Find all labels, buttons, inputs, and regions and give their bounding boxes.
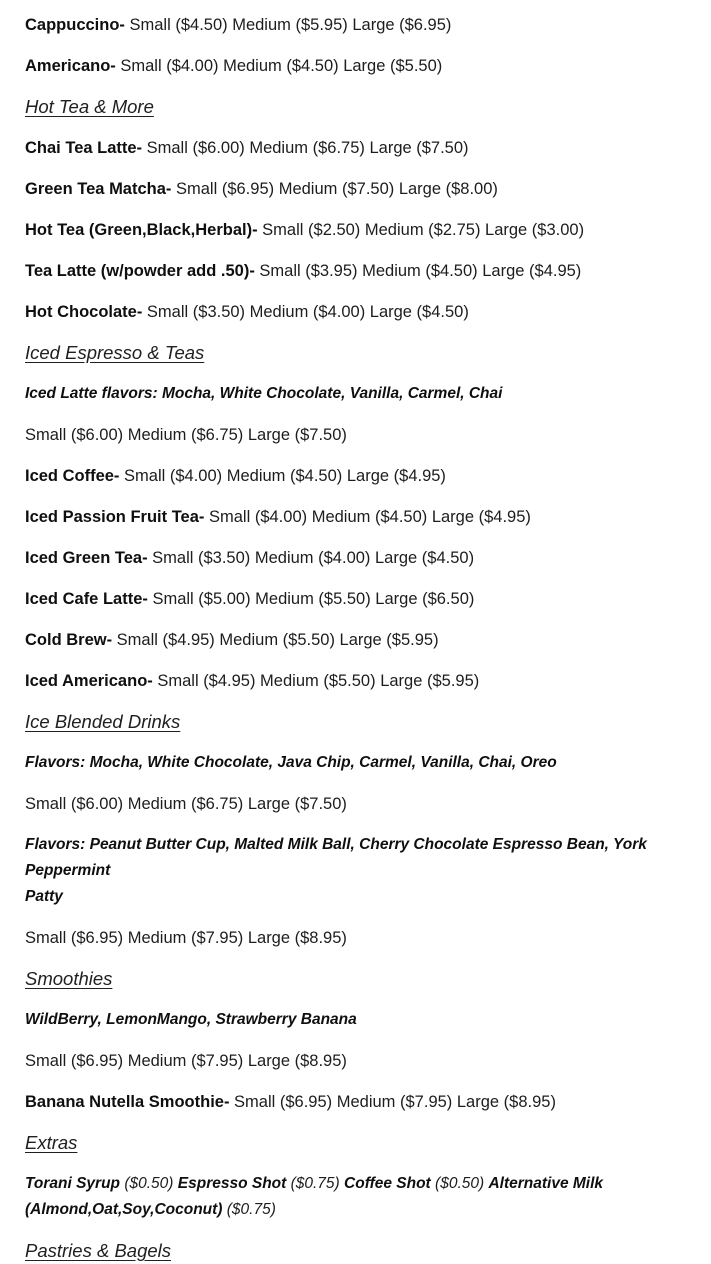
item-detail-text: Small ($4.95) Medium ($5.50) Large ($5.95): [112, 631, 439, 649]
flavor-list-line: [25, 750, 687, 776]
menu-item-line: [25, 217, 687, 243]
item-name-text: Hot Chocolate-: [25, 303, 143, 321]
item-detail-text: Small ($3.50) Medium ($4.00) Large ($4.50): [142, 303, 469, 321]
menu-item-line: [25, 12, 687, 38]
item-detail-text: Small ($4.00) Medium ($4.50) Large ($5.50): [115, 57, 443, 75]
item-detail-text: Small ($3.95) Medium ($4.50) Large ($4.95): [254, 262, 582, 280]
item-name-text: Iced Cafe Latte-: [25, 590, 148, 608]
extras-line: [25, 1171, 687, 1223]
section-heading: [25, 94, 687, 120]
item-detail-text: Hot Tea & More: [25, 96, 154, 117]
item-detail-text: Small ($4.50) Medium ($5.95) Large ($6.95): [124, 16, 452, 34]
item-detail-text: Small ($3.50) Medium ($4.00) Large ($4.50): [147, 549, 475, 567]
item-name-text: Banana Nutella Smoothie-: [25, 1093, 230, 1111]
item-detail-text: Small ($5.00) Medium ($5.50) Large ($6.50): [147, 590, 475, 608]
item-name-text: Iced Coffee-: [25, 467, 120, 485]
section-heading: [25, 709, 687, 735]
item-detail-text: Small ($6.95) Medium ($7.50) Large ($8.00): [171, 180, 498, 198]
item-detail-text: Extras: [25, 1132, 78, 1153]
menu-item-line: [25, 258, 687, 284]
item-detail-text: ($0.75): [286, 1175, 345, 1192]
item-name-text: Green Tea Matcha-: [25, 180, 172, 198]
item-name-text: Coffee Shot: [344, 1175, 431, 1192]
menu-item-line: [25, 545, 687, 571]
item-detail-text: Smoothies: [25, 968, 113, 989]
item-name-text: Iced Latte flavors: Mocha, White Chocolate, Vanilla, Carmel, Chai: [25, 385, 503, 402]
price-line: [25, 1048, 687, 1074]
item-detail-text: Small ($6.00) Medium ($6.75) Large ($7.50): [25, 426, 347, 444]
item-name-text: Iced Green Tea-: [25, 549, 148, 567]
flavor-list-line: [25, 832, 687, 910]
item-name-text: Flavors: Peanut Butter Cup, Malted Milk Ball, Cherry Chocolate Espresso Bean, York Peppermint: [25, 836, 647, 879]
menu-item-line: [25, 176, 687, 202]
price-line: [25, 925, 687, 951]
menu-item-line: [25, 1089, 687, 1115]
menu-item-line: [25, 135, 687, 161]
item-detail-text: Small ($6.95) Medium ($7.95) Large ($8.95): [25, 1052, 347, 1070]
item-name-text: Tea Latte (w/powder add .50)-: [25, 262, 255, 280]
item-name-text: Flavors: Mocha, White Chocolate, Java Chip, Carmel, Vanilla, Chai, Oreo: [25, 754, 557, 771]
item-name-text: Cappuccino-: [25, 16, 125, 34]
item-detail-text: Small ($4.95) Medium ($5.50) Large ($5.95): [152, 672, 480, 690]
item-name-text: Iced Passion Fruit Tea-: [25, 508, 205, 526]
item-detail-text: Small ($4.00) Medium ($4.50) Large ($4.95): [204, 508, 531, 526]
item-detail-text: Small ($6.00) Medium ($6.75) Large ($7.50): [25, 795, 347, 813]
menu-content: [25, 12, 687, 1264]
section-heading: [25, 340, 687, 366]
menu-item-line: [25, 53, 687, 79]
item-detail-text: Small ($4.00) Medium ($4.50) Large ($4.95): [119, 467, 446, 485]
flavor-list-line: [25, 1007, 687, 1033]
item-detail-text: Pastries & Bagels: [25, 1240, 172, 1261]
price-line: [25, 422, 687, 448]
item-detail-text: Small ($6.00) Medium ($6.75) Large ($7.50): [142, 139, 469, 157]
menu-item-line: [25, 299, 687, 325]
item-detail-text: Small ($6.95) Medium ($7.95) Large ($8.95): [25, 929, 347, 947]
item-name-text: Hot Tea (Green,Black,Herbal)-: [25, 221, 258, 239]
item-name-text: (Almond,Oat,Soy,Coconut): [25, 1201, 223, 1218]
item-detail-text: Small ($6.95) Medium ($7.95) Large ($8.95): [229, 1093, 556, 1111]
section-heading: [25, 1238, 687, 1264]
item-detail-text: ($0.50): [430, 1175, 489, 1192]
item-name-text: Cold Brew-: [25, 631, 113, 649]
menu-item-line: [25, 586, 687, 612]
item-detail-text: Ice Blended Drinks: [25, 711, 181, 732]
section-heading: [25, 1130, 687, 1156]
menu-item-line: [25, 504, 687, 530]
item-detail-text: ($0.50): [120, 1175, 178, 1192]
item-name-text: Alternative Milk: [488, 1175, 604, 1192]
item-detail-text: Iced Espresso & Teas: [25, 342, 205, 363]
item-name-text: Torani Syrup: [25, 1175, 121, 1192]
price-line: [25, 791, 687, 817]
menu-item-line: [25, 668, 687, 694]
flavor-list-line: [25, 381, 687, 407]
item-name-text: Espresso Shot: [177, 1175, 287, 1192]
item-detail-text: Small ($2.50) Medium ($2.75) Large ($3.00): [257, 221, 585, 239]
menu-item-line: [25, 627, 687, 653]
item-detail-text: ($0.75): [222, 1201, 276, 1218]
item-name-text: Chai Tea Latte-: [25, 139, 143, 157]
item-name-text: Americano-: [25, 57, 116, 75]
section-heading: [25, 966, 687, 992]
item-name-text: Iced Americano-: [25, 672, 153, 690]
item-name-text: WildBerry, LemonMango, Strawberry Banana: [25, 1011, 357, 1028]
item-name-text: Patty: [25, 888, 63, 905]
menu-item-line: [25, 463, 687, 489]
